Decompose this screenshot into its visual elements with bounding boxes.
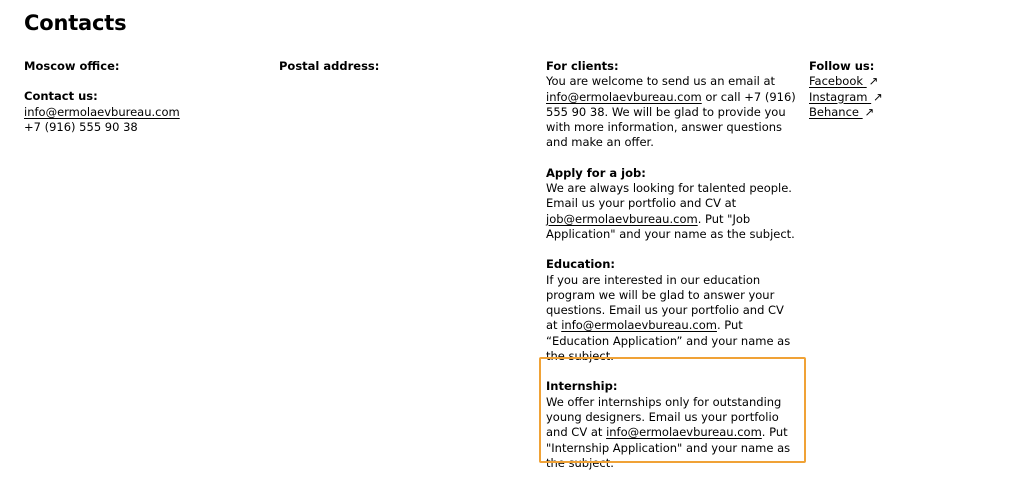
contact-email-link[interactable]: info@ermolaevbureau.com xyxy=(24,104,180,119)
postal-address-heading: Postal address: xyxy=(279,59,380,73)
education-email-link[interactable]: info@ermolaevbureau.com xyxy=(561,318,717,333)
apply-job-text: We are always looking for talented people. Email us your portfolio and CV at xyxy=(546,181,792,211)
education-text-end: . Put “Education Application” and your name as the subject. xyxy=(546,318,791,364)
internship-heading: Internship: xyxy=(546,379,618,394)
for-clients-text: You are welcome to send us an email at xyxy=(546,74,776,89)
instagram-link-label: Instagram xyxy=(809,89,868,104)
behance-link-label: Behance xyxy=(809,104,859,119)
section-for-clients xyxy=(546,59,798,151)
education-heading: Education: xyxy=(546,257,615,272)
section-internship xyxy=(546,379,798,471)
moscow-office-heading: Moscow office: xyxy=(24,59,120,73)
contact-phone: +7 (916) 555 90 38 xyxy=(24,119,138,134)
arrow-up-right-icon: ↗ xyxy=(864,104,875,119)
column-office-contacts xyxy=(24,59,264,135)
column-postal-address xyxy=(279,59,519,74)
instagram-link[interactable] xyxy=(809,90,989,105)
facebook-link[interactable] xyxy=(809,74,989,89)
for-clients-heading: For clients: xyxy=(546,59,619,73)
education-text: If you are interested in our education program we will be glad to answer your questions. Email us your portfolio and CV at xyxy=(546,272,784,333)
page-title: Contacts xyxy=(24,11,127,35)
apply-job-email-link[interactable]: job@ermolaevbureau.com xyxy=(546,211,698,226)
facebook-link-label: Facebook xyxy=(809,74,864,89)
internship-text: We offer internships only for outstanding young designers. Email us your portfolio and CV at xyxy=(546,394,782,440)
section-apply-job xyxy=(546,166,798,242)
apply-job-text-end: . Put "Job Application" and your name as the subject. xyxy=(546,211,795,241)
for-clients-text-end: or call +7 (916) 555 90 38. We will be glad to provide you with more information, answer questions and make an offer. xyxy=(546,89,796,150)
arrow-up-right-icon: ↗ xyxy=(868,74,879,89)
section-education xyxy=(546,257,798,364)
internship-email-link[interactable]: info@ermolaevbureau.com xyxy=(606,425,762,440)
arrow-up-right-icon: ↗ xyxy=(873,89,883,104)
internship-text-end: . Put "Internship Application" and your name as the subject. xyxy=(546,425,791,470)
column-follow-us xyxy=(809,59,989,120)
column-info-sections xyxy=(546,59,798,471)
apply-job-heading: Apply for a job: xyxy=(546,165,646,180)
contact-us-heading: Contact us: xyxy=(24,89,98,104)
behance-link[interactable] xyxy=(809,105,989,120)
follow-us-heading: Follow us: xyxy=(809,59,875,73)
for-clients-email-link[interactable]: info@ermolaevbureau.com xyxy=(546,89,702,104)
